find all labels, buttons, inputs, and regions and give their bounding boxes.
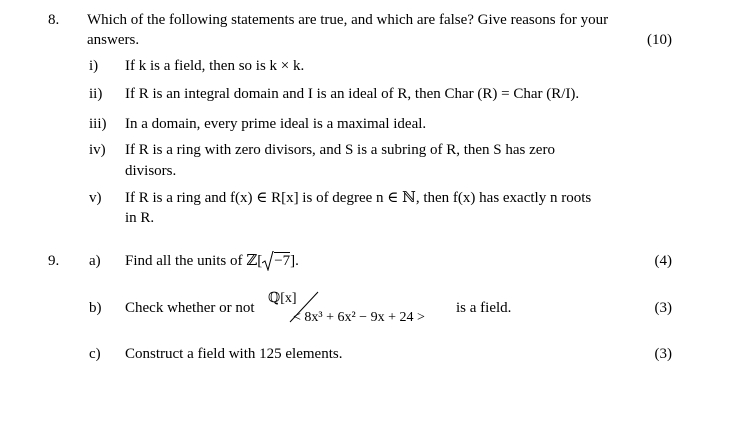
q9-a-marks: (4)	[654, 253, 672, 269]
q9-a-ring: ℤ[	[246, 253, 263, 269]
sqrt-sign-icon	[262, 254, 290, 269]
q9-b-denominator: < 8x³ + 6x² − 9x + 24 >	[293, 310, 425, 325]
q8-item-iii-text: In a domain, every prime ideal is a maximal ideal.	[125, 116, 427, 132]
q9-a-prefix: Find all the units of	[125, 253, 247, 269]
q8-item-v-text-line2: in R.	[125, 210, 155, 226]
q9-c-label: c)	[89, 346, 101, 362]
q8-item-i-text: If k is a field, then so is k × k.	[125, 58, 305, 74]
q9-c-text: Construct a field with 125 elements.	[125, 346, 343, 362]
question-8-number: 8.	[48, 12, 60, 28]
q8-item-v-label: v)	[89, 190, 102, 206]
q9-a-suffix: ].	[290, 253, 299, 269]
q9-a-text	[125, 254, 299, 269]
q9-c-marks: (3)	[654, 346, 672, 362]
q8-item-ii-text: If R is an integral domain and I is an ideal of R, then Char (R) = Char (R/I).	[125, 86, 580, 102]
q8-item-iii-label: iii)	[89, 116, 107, 132]
question-9-number: 9.	[48, 253, 60, 269]
q9-b-label: b)	[89, 300, 102, 316]
q9-b-numerator: ℚ[x]	[268, 291, 297, 306]
q9-b-marks: (3)	[654, 300, 672, 316]
question-8-marks: (10)	[647, 32, 672, 48]
q8-item-v-text-line1: If R is a ring and f(x) ∈ R[x] is of degree n ∈ ℕ, then f(x) has exactly n roots	[125, 190, 592, 206]
q8-item-iv-label: iv)	[89, 142, 106, 158]
q8-item-iv-text-line2: divisors.	[125, 163, 177, 179]
q9-b-suffix: is a field.	[456, 300, 512, 316]
q8-item-ii-label: ii)	[89, 86, 103, 102]
q9-a-radicand: −7	[274, 253, 291, 269]
question-8-stem-line2: answers.	[87, 32, 140, 48]
question-8-stem-line1: Which of the following statements are true, and which are false? Give reasons for your	[87, 12, 609, 28]
q8-item-iv-text-line1: If R is a ring with zero divisors, and S is a subring of R, then S has zero	[125, 142, 555, 158]
q9-a-label: a)	[89, 253, 101, 269]
q8-item-i-label: i)	[89, 58, 99, 74]
q9-b-prefix: Check whether or not	[125, 300, 255, 316]
